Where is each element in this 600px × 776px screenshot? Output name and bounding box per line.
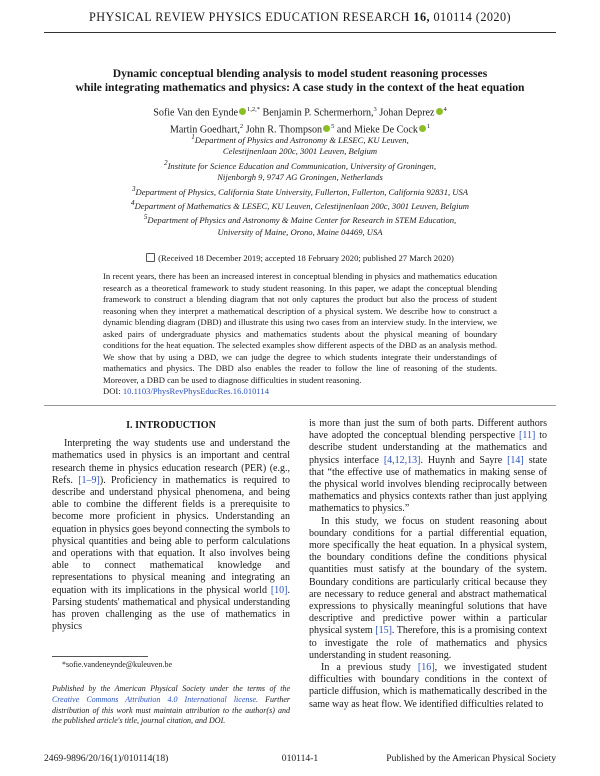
- journal-name: PHYSICAL REVIEW PHYSICS EDUCATION RESEARCH: [89, 10, 410, 24]
- paper-title: [40, 67, 560, 95]
- header-rule: [44, 32, 556, 33]
- author-affiliation-marker: 4: [443, 106, 447, 113]
- footer-publisher: Published by the American Physical Society: [386, 753, 556, 764]
- author-affiliation-marker: 1,2,*: [246, 106, 260, 113]
- author-name: Sofie Van den Eynde: [153, 107, 238, 119]
- footnote-rule: [52, 656, 148, 657]
- received-dates: (Received 18 December 2019; accepted 18 February 2020; published 27 March 2020): [40, 253, 560, 263]
- author-conjunction: and: [336, 124, 352, 136]
- citation-link[interactable]: [14]: [507, 454, 524, 466]
- doi-link[interactable]: 10.1103/PhysRevPhysEducRes.16.010114: [122, 386, 270, 396]
- citation-link[interactable]: [11]: [519, 430, 536, 442]
- left-column: [52, 420, 290, 633]
- affiliation-line: $^1$Department of Physics and Astronomy & LESEC, KU Leuven,: [191, 133, 409, 145]
- citation-link[interactable]: [4,12,13]: [383, 454, 421, 466]
- abstract: In recent years, there has been an increased interest in conceptual blending in physics and mathematics education research as a theoretical framework to study student reasoning. In this paper, we adapt the conceptual blending framework to construct a blending diagram that not only captures the product but also the process of student reasoning when they interpret a mathematical description of a physical system. We describe how to construct a dynamic blending diagram (DBD) and illustrate this using two cases from an interview study. In the interview, we asked pairs of undergraduate physics and mathematics students about the physical meaning of boundary conditions for the heat equation. The selected examples show different aspects of the DBD as an analysis method. We show that by using a DBD, we can judge the degree to which students integrate their understandings of mathematics and physics. The DBD also enables the reader to follow the line of reasoning of the students. Moreover, a DBD can be used to diagnose difficulties in student reasoning.: [103, 271, 497, 385]
- article-number: 010114 (2020): [433, 10, 511, 24]
- author-name: Johan Deprez: [379, 107, 435, 119]
- author-affiliation-marker: 3: [373, 106, 377, 113]
- body-paragraph: In a previous study [16], we investigated student difficulties with boundary conditions in the context of particle diffusion, which is mathematically described in the same way as heat flow. We identified difficulties related to: [309, 662, 547, 710]
- citation-link[interactable]: [16]: [417, 662, 435, 674]
- running-header: [0, 10, 600, 25]
- footer-page-number: 010114-1: [281, 753, 319, 764]
- body-paragraph: In this study, we focus on student reasoning about boundary conditions for a partial differential equation, more specifically the heat equation. In a physical system, the boundary conditions define the conditions physical quantities must satisfy at the boundary of the system. Boundary conditions are particularly critical because they are necessary to reduce general and abstract mathematical expressions to physically meaningful solutions that have descriptive and predictive power within a particular physical system [15]. Therefore, this is a promising context to investigate the role of mathematics and physics understanding in student reasoning.: [309, 515, 548, 661]
- affiliation-line: $^4$Department of Mathematics & LESEC, KU Leuven, Celestijnenlaan 200c, 3001 Leuven, Belgium: [131, 199, 469, 211]
- affiliation-line: Nijenborgh 9, 9747 AG Groningen, Netherlands: [217, 172, 383, 183]
- intro-paragraph: Interpreting the way students use and understand the mathematics used in physics is an important and central research theme in physics education research (PER) (e.g., Refs. [1–9]). Proficiency in mathematics is required to describe and understand physical phenomena, and being able to combine the different fields is a prerequisite to become more proficient in physics. Understanding an equation in physics goes beyond connecting the symbols to physical quantities and being able to perform calculations and operations with that equation. It also involves being able to connect mathematical knowledge and representations to physical meaning and integrating an equation with its implications in the physical world [10]. Parsing students' mathematical and physical understanding has proven challenging as the use of mathematics in physics: [52, 438, 291, 633]
- affiliation-line: $^3$Department of Physics, California State University, Fullerton, Fullerton, California 92831, USA: [131, 184, 469, 197]
- orcid-icon[interactable]: [436, 108, 443, 115]
- author-affiliation-marker: 1: [426, 122, 431, 130]
- crossmark-icon[interactable]: [146, 253, 155, 262]
- affiliation-line: $^5$Department of Physics and Astronomy & Maine Center for Research in STEM Education,: [143, 213, 457, 226]
- citation-link[interactable]: [10]: [270, 584, 288, 596]
- author-affiliation-marker: 2: [239, 122, 244, 130]
- title-line-1: Dynamic conceptual blending analysis to model student reasoning processes: [112, 67, 488, 80]
- citation-link[interactable]: [15]: [375, 625, 392, 637]
- author-name: Benjamin P. Schermerhorn,: [262, 107, 374, 119]
- affiliation-line: $^2$Institute for Science Education and Communication, University of Groningen,: [163, 158, 436, 171]
- author-name: Martin Goedhart,: [169, 124, 240, 136]
- doi-line: [103, 386, 269, 396]
- affiliation-line: Celestijnenlaan 200c, 3001 Leuven, Belgium: [222, 146, 378, 157]
- title-line-2: while integrating mathematics and physics: A case study in the context of the heat equation: [75, 81, 525, 94]
- author-affiliation-marker: 5: [331, 122, 335, 130]
- author-name: Mieke De Cock: [353, 124, 418, 136]
- affiliation-list: [40, 132, 560, 238]
- body-paragraph: is more than just the sum of both parts. Different authors have adopted the conceptual blending perspective [11] to describe student understanding at the mathematics and physics interface [4,12,13]. Huynh and Sayre [14] state that “the effective use of mathematics in making sense of the physical world involves blending reciprocally between mathematics and physics contexts rather than just applying mathematics to physics.”: [309, 418, 548, 515]
- doi-label: DOI:: [103, 386, 121, 396]
- author-name: John R. Thompson: [245, 124, 323, 136]
- license-notice: Published by the American Physical Society under the terms of the Creative Commons Attribution 4.0 International license. Further distribution of this work must maintain attribution to the author(s) and the published article's title, journal citation, and DOI.: [52, 684, 290, 726]
- volume-number: 16,: [413, 10, 430, 24]
- footer-issn: 2469-9896/20/16(1)/010114(18): [44, 753, 169, 764]
- corresponding-email[interactable]: *sofie.vandeneynde@kuleuven.be: [62, 660, 172, 669]
- right-column: [309, 418, 547, 711]
- abstract-rule: [44, 405, 556, 406]
- section-heading: I. INTRODUCTION: [126, 420, 216, 431]
- citation-link[interactable]: [1–9]: [78, 474, 100, 486]
- orcid-icon[interactable]: [239, 108, 246, 115]
- license-link[interactable]: Creative Commons Attribution 4.0 International license.: [52, 694, 259, 704]
- affiliation-line: University of Maine, Orono, Maine 04469, USA: [217, 226, 383, 237]
